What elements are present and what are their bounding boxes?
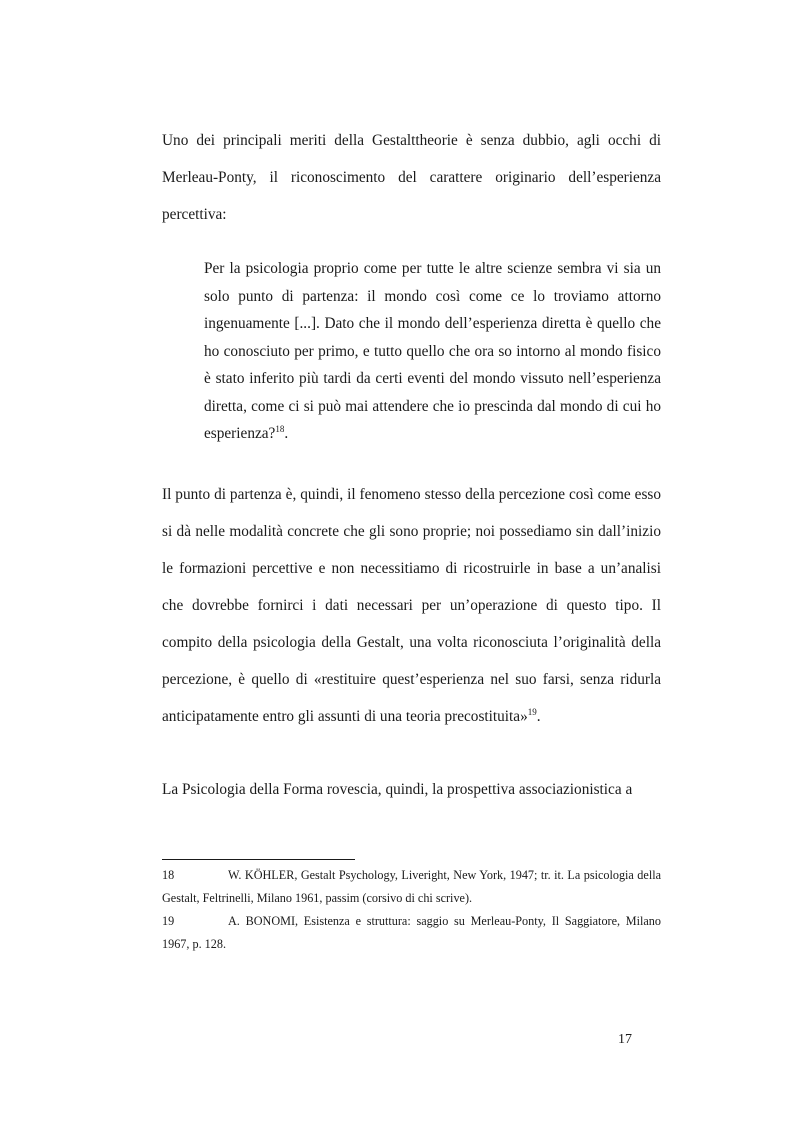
footnote-19 [162, 910, 661, 956]
footnote-text: A. BONOMI, Esistenza e struttura: saggio su Merleau-Ponty, Il Saggiatore, Milano 1967, p. 128. [162, 914, 661, 951]
block-quote [204, 255, 661, 448]
body-paragraph-3-text: La Psicologia della Forma rovescia, quindi, la prospettiva associazionistica a [162, 781, 633, 798]
body-paragraph-1 [162, 122, 661, 233]
body-paragraph-2-end: . [536, 708, 541, 725]
body-paragraph-2-text: Il punto di partenza è, quindi, il fenomeno stesso della percezione così come esso si dà nelle modalità concrete che gli sono proprie; noi possediamo sin dall’inizio le formazioni percettive e non necessitiamo di ricostruirle in base a un’analisi che dovrebbe fornirci i dati necessari per un’operazione di questo tipo. Il compito della psicologia della Gestalt, una volta riconosciuta l’originalità della percezione, è quello di «restituire quest’esperienza nel suo farsi, senza ridurla anticipatamente entro gli assunti di una teoria precostituita» [162, 486, 661, 725]
body-paragraph-3 [162, 771, 661, 808]
footnote-18 [162, 864, 661, 910]
footnote-text: W. KÖHLER, Gestalt Psychology, Liveright, New York, 1947; tr. it. La psicologia della Gestalt, Feltrinelli, Milano 1961, passim (corsivo di chi scrive). [162, 868, 661, 905]
footnote-number: 18 [162, 868, 175, 882]
footnote-ref-19[interactable]: 19 [527, 706, 537, 717]
block-quote-text: Per la psicologia proprio come per tutte le altre scienze sembra vi sia un solo punto di partenza: il mondo così come ce lo troviamo attorno ingenuamente [...]. Dato che il mondo dell’esperienza diretta è quello che ho conosciuto per primo, e tutto quello che ora so intorno al mondo fisico è stato inferito più tardi da certi eventi del mondo vissuto nell’esperienza diretta, come ci si può mai attendere che io prescinda dal mondo di cui ho esperienza? [204, 260, 661, 442]
footnote-number: 19 [162, 914, 175, 928]
page-number: 17 [618, 1032, 632, 1047]
footnote-divider [162, 859, 355, 860]
block-quote-end: . [284, 425, 289, 442]
footnote-ref-18[interactable]: 18 [275, 423, 285, 434]
body-paragraph-2 [162, 476, 661, 735]
body-paragraph-1-text: Uno dei principali meriti della Gestalttheorie è senza dubbio, agli occhi di Merleau-Ponty, il riconoscimento del carattere originario dell’esperienza percettiva: [162, 132, 661, 223]
